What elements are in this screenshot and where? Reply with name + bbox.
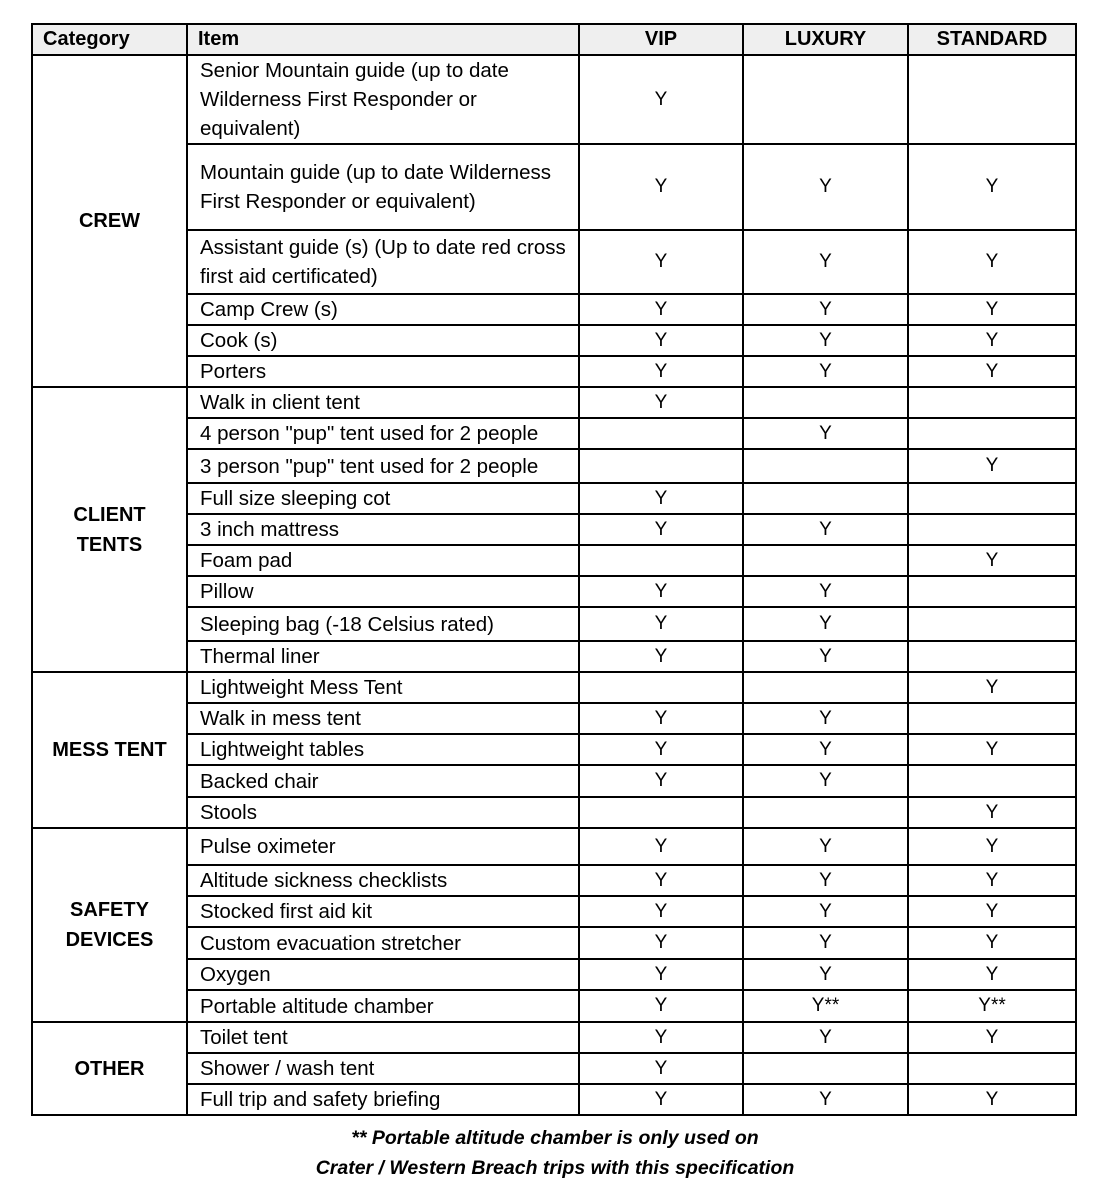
category-cell: MESS TENT	[32, 672, 187, 828]
vip-cell: Y	[579, 387, 743, 418]
table-row	[32, 418, 1076, 449]
vip-cell: Y	[579, 55, 743, 144]
item-cell: Custom evacuation stretcher	[187, 927, 579, 959]
standard-cell: Y	[908, 144, 1076, 230]
standard-cell: Y	[908, 230, 1076, 294]
footnote-line-2: Crater / Western Breach trips with this specification	[315, 1157, 795, 1179]
standard-cell: Y	[908, 1084, 1076, 1115]
item-cell: Pillow	[187, 576, 579, 607]
vip-cell: Y	[579, 230, 743, 294]
item-cell: Lightweight tables	[187, 734, 579, 765]
category-cell: SAFETY DEVICES	[32, 828, 187, 1022]
luxury-cell: Y	[743, 1084, 908, 1115]
vip-cell: Y	[579, 607, 743, 641]
standard-cell	[908, 607, 1076, 641]
luxury-cell: Y	[743, 641, 908, 672]
vip-cell: Y	[579, 1084, 743, 1115]
vip-cell	[579, 797, 743, 828]
item-cell: Assistant guide (s) (Up to date red cross first aid certificated)	[187, 230, 579, 294]
header-standard: STANDARD	[908, 24, 1076, 55]
vip-cell	[579, 449, 743, 483]
specification-document	[31, 23, 1077, 1116]
luxury-cell: Y	[743, 927, 908, 959]
standard-cell	[908, 1053, 1076, 1084]
vip-cell: Y	[579, 641, 743, 672]
table-row	[32, 576, 1076, 607]
vip-cell	[579, 418, 743, 449]
vip-cell: Y	[579, 703, 743, 734]
specification-table	[31, 23, 1077, 1116]
luxury-cell: Y	[743, 959, 908, 990]
vip-cell: Y	[579, 325, 743, 356]
vip-cell: Y	[579, 990, 743, 1022]
standard-cell: Y	[908, 356, 1076, 387]
table-row	[32, 734, 1076, 765]
table-row	[32, 1084, 1076, 1115]
table-row	[32, 55, 1076, 144]
item-cell: Stocked first aid kit	[187, 896, 579, 927]
luxury-cell: Y	[743, 734, 908, 765]
item-cell: 3 inch mattress	[187, 514, 579, 545]
table-row	[32, 1022, 1076, 1053]
table-row	[32, 990, 1076, 1022]
standard-cell	[908, 418, 1076, 449]
standard-cell: Y	[908, 545, 1076, 576]
table-row	[32, 672, 1076, 703]
standard-cell: Y	[908, 865, 1076, 896]
luxury-cell	[743, 449, 908, 483]
luxury-cell	[743, 55, 908, 144]
vip-cell: Y	[579, 865, 743, 896]
vip-cell: Y	[579, 514, 743, 545]
table-row	[32, 927, 1076, 959]
standard-cell	[908, 387, 1076, 418]
luxury-cell: Y	[743, 514, 908, 545]
luxury-cell: Y	[743, 865, 908, 896]
luxury-cell	[743, 387, 908, 418]
vip-cell: Y	[579, 356, 743, 387]
table-body	[32, 55, 1076, 1115]
standard-cell: Y	[908, 449, 1076, 483]
standard-cell	[908, 703, 1076, 734]
luxury-cell	[743, 545, 908, 576]
item-cell: Backed chair	[187, 765, 579, 797]
item-cell: 3 person "pup" tent used for 2 people	[187, 449, 579, 483]
vip-cell: Y	[579, 483, 743, 514]
table-row	[32, 325, 1076, 356]
header-vip: VIP	[579, 24, 743, 55]
item-cell: Full trip and safety briefing	[187, 1084, 579, 1115]
item-cell: Oxygen	[187, 959, 579, 990]
luxury-cell: Y	[743, 576, 908, 607]
standard-cell: Y	[908, 672, 1076, 703]
table-row	[32, 828, 1076, 865]
item-cell: Camp Crew (s)	[187, 294, 579, 325]
vip-cell: Y	[579, 927, 743, 959]
item-cell: Mountain guide (up to date Wilderness First Responder or equivalent)	[187, 144, 579, 230]
standard-cell: Y	[908, 896, 1076, 927]
luxury-cell: Y	[743, 703, 908, 734]
item-cell: 4 person "pup" tent used for 2 people	[187, 418, 579, 449]
vip-cell	[579, 545, 743, 576]
standard-cell	[908, 765, 1076, 797]
luxury-cell	[743, 672, 908, 703]
category-cell: CREW	[32, 55, 187, 387]
luxury-cell: Y	[743, 325, 908, 356]
item-cell: Lightweight Mess Tent	[187, 672, 579, 703]
standard-cell	[908, 514, 1076, 545]
footnote-line-1: ** Portable altitude chamber is only used on	[351, 1127, 759, 1149]
luxury-cell: Y**	[743, 990, 908, 1022]
standard-cell: Y	[908, 797, 1076, 828]
item-cell: Thermal liner	[187, 641, 579, 672]
luxury-cell: Y	[743, 896, 908, 927]
standard-cell	[908, 576, 1076, 607]
item-cell: Walk in client tent	[187, 387, 579, 418]
standard-cell: Y	[908, 325, 1076, 356]
table-row	[32, 449, 1076, 483]
item-cell: Stools	[187, 797, 579, 828]
standard-cell	[908, 55, 1076, 144]
vip-cell: Y	[579, 828, 743, 865]
item-cell: Foam pad	[187, 545, 579, 576]
vip-cell: Y	[579, 765, 743, 797]
luxury-cell: Y	[743, 144, 908, 230]
category-cell: OTHER	[32, 1022, 187, 1115]
vip-cell: Y	[579, 959, 743, 990]
item-cell: Sleeping bag (-18 Celsius rated)	[187, 607, 579, 641]
item-cell: Full size sleeping cot	[187, 483, 579, 514]
standard-cell	[908, 641, 1076, 672]
luxury-cell: Y	[743, 828, 908, 865]
table-row	[32, 144, 1076, 230]
standard-cell: Y	[908, 1022, 1076, 1053]
header-category: Category	[32, 24, 187, 55]
luxury-cell	[743, 797, 908, 828]
item-cell: Altitude sickness checklists	[187, 865, 579, 896]
item-cell: Pulse oximeter	[187, 828, 579, 865]
standard-cell: Y	[908, 734, 1076, 765]
vip-cell: Y	[579, 1022, 743, 1053]
table-row	[32, 797, 1076, 828]
vip-cell: Y	[579, 294, 743, 325]
luxury-cell: Y	[743, 294, 908, 325]
table-row	[32, 865, 1076, 896]
standard-cell: Y**	[908, 990, 1076, 1022]
item-cell: Walk in mess tent	[187, 703, 579, 734]
vip-cell: Y	[579, 1053, 743, 1084]
item-cell: Cook (s)	[187, 325, 579, 356]
table-row	[32, 387, 1076, 418]
item-cell: Shower / wash tent	[187, 1053, 579, 1084]
vip-cell	[579, 672, 743, 703]
item-cell: Portable altitude chamber	[187, 990, 579, 1022]
item-cell: Toilet tent	[187, 1022, 579, 1053]
table-row	[32, 356, 1076, 387]
luxury-cell: Y	[743, 418, 908, 449]
luxury-cell	[743, 483, 908, 514]
table-row	[32, 1053, 1076, 1084]
table-row	[32, 545, 1076, 576]
luxury-cell: Y	[743, 765, 908, 797]
table-row	[32, 896, 1076, 927]
standard-cell: Y	[908, 294, 1076, 325]
table-row	[32, 765, 1076, 797]
luxury-cell: Y	[743, 607, 908, 641]
standard-cell: Y	[908, 828, 1076, 865]
item-cell: Porters	[187, 356, 579, 387]
table-row	[32, 641, 1076, 672]
header-item: Item	[187, 24, 579, 55]
luxury-cell: Y	[743, 230, 908, 294]
footnote	[0, 1123, 1110, 1183]
vip-cell: Y	[579, 144, 743, 230]
table-row	[32, 703, 1076, 734]
vip-cell: Y	[579, 734, 743, 765]
standard-cell: Y	[908, 927, 1076, 959]
item-cell: Senior Mountain guide (up to date Wilderness First Responder or equivalent)	[187, 55, 579, 144]
vip-cell: Y	[579, 576, 743, 607]
table-row	[32, 959, 1076, 990]
table-row	[32, 294, 1076, 325]
table-row	[32, 230, 1076, 294]
vip-cell: Y	[579, 896, 743, 927]
table-row	[32, 514, 1076, 545]
table-row	[32, 483, 1076, 514]
luxury-cell: Y	[743, 356, 908, 387]
table-row	[32, 607, 1076, 641]
header-luxury: LUXURY	[743, 24, 908, 55]
standard-cell: Y	[908, 959, 1076, 990]
header-row	[32, 24, 1076, 55]
luxury-cell	[743, 1053, 908, 1084]
luxury-cell: Y	[743, 1022, 908, 1053]
standard-cell	[908, 483, 1076, 514]
category-cell: CLIENT TENTS	[32, 387, 187, 672]
